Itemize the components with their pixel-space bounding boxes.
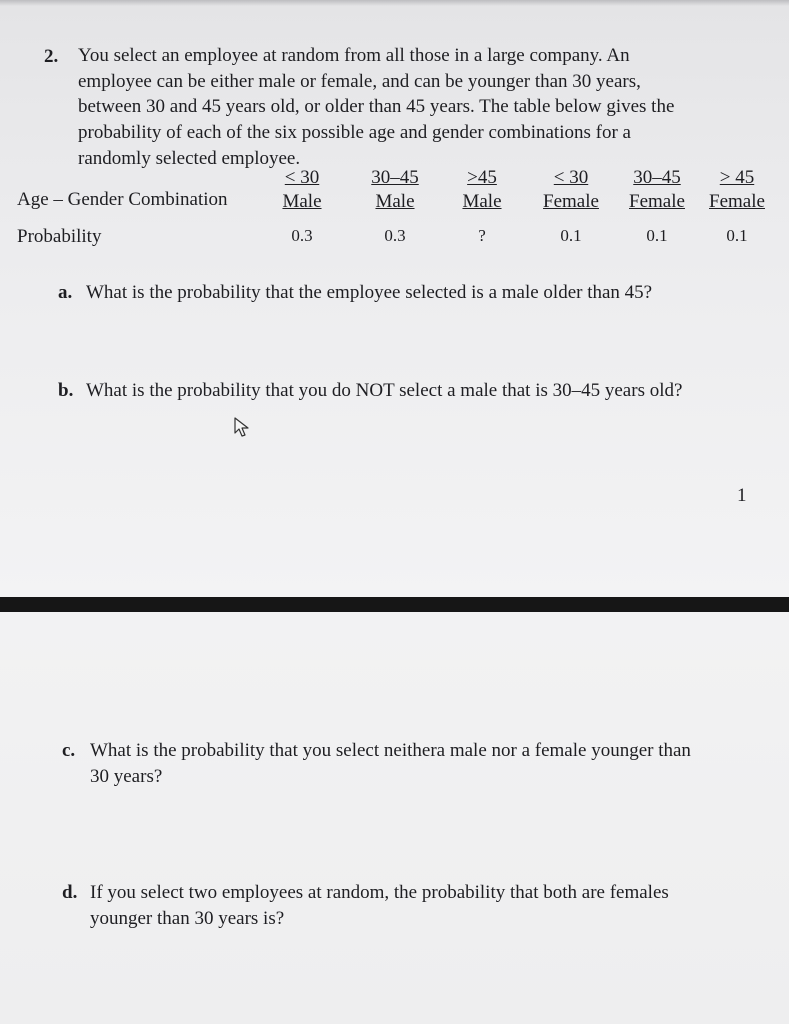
column-gender: Male [282,191,322,212]
question-line: employee can be either male or female, and can be younger than 30 years, [78,70,641,92]
page-divider [0,597,789,612]
part-text-continued: 30 years? [90,766,163,787]
part-text-continued: younger than 30 years is? [90,908,285,929]
table-row-label-probability: Probability [17,226,102,247]
table-column-header [363,166,427,214]
column-gender: Male [375,191,415,212]
table-cell-probability: 0.3 [384,226,406,245]
column-age: < 30 [284,167,320,188]
mouse-cursor-icon [233,417,253,439]
part-letter: c. [62,740,76,761]
table-cell-probability: 0.1 [726,226,748,245]
column-age: 30–45 [633,167,681,188]
part-text: What is the probability that you select neithera male nor a female younger than [90,740,691,761]
table-cell-probability: 0.3 [291,226,313,245]
part-letter: d. [62,882,78,903]
table-column-header [272,166,332,214]
table-column-header [452,166,512,214]
table-cell-probability: 0.1 [560,226,582,245]
table-cell-probability: ? [478,226,486,245]
part-d [62,880,669,932]
column-gender: Female [709,191,765,212]
table-row-label-combination: Age – Gender Combination [17,189,228,210]
page-number: 1 [737,485,747,506]
part-a [58,280,652,306]
part-text: What is the probability that you do NOT select a male that is 30–45 years old? [86,380,683,401]
question-line: between 30 and 45 years old, or older than 45 years. The table below gives the [78,96,675,118]
part-c [62,738,691,790]
column-gender: Male [462,191,502,212]
column-age: > 45 [719,167,755,188]
page-top-edge [0,0,789,6]
table-column-header [536,166,606,214]
table-column-header [702,166,772,214]
column-gender: Female [543,191,599,212]
question-line: You select an employee at random from all those in a large company. An [78,45,630,66]
question-line: randomly selected employee. [78,147,301,169]
table-column-header [622,166,692,214]
worksheet-page-2 [0,612,789,1024]
part-b [58,378,682,404]
part-text: What is the probability that the employee selected is a male older than 45? [86,282,653,303]
question-number: 2. [44,46,59,67]
question-line: probability of each of the six possible age and gender combinations for a [78,122,631,144]
part-letter: b. [58,380,74,401]
part-letter: a. [58,282,73,303]
question-text [78,43,738,172]
table-cell-probability: 0.1 [646,226,668,245]
column-gender: Female [629,191,685,212]
column-age: < 30 [553,167,589,188]
part-text: If you select two employees at random, the probability that both are females [90,882,669,903]
column-age: >45 [467,167,497,188]
column-age: 30–45 [371,167,419,188]
